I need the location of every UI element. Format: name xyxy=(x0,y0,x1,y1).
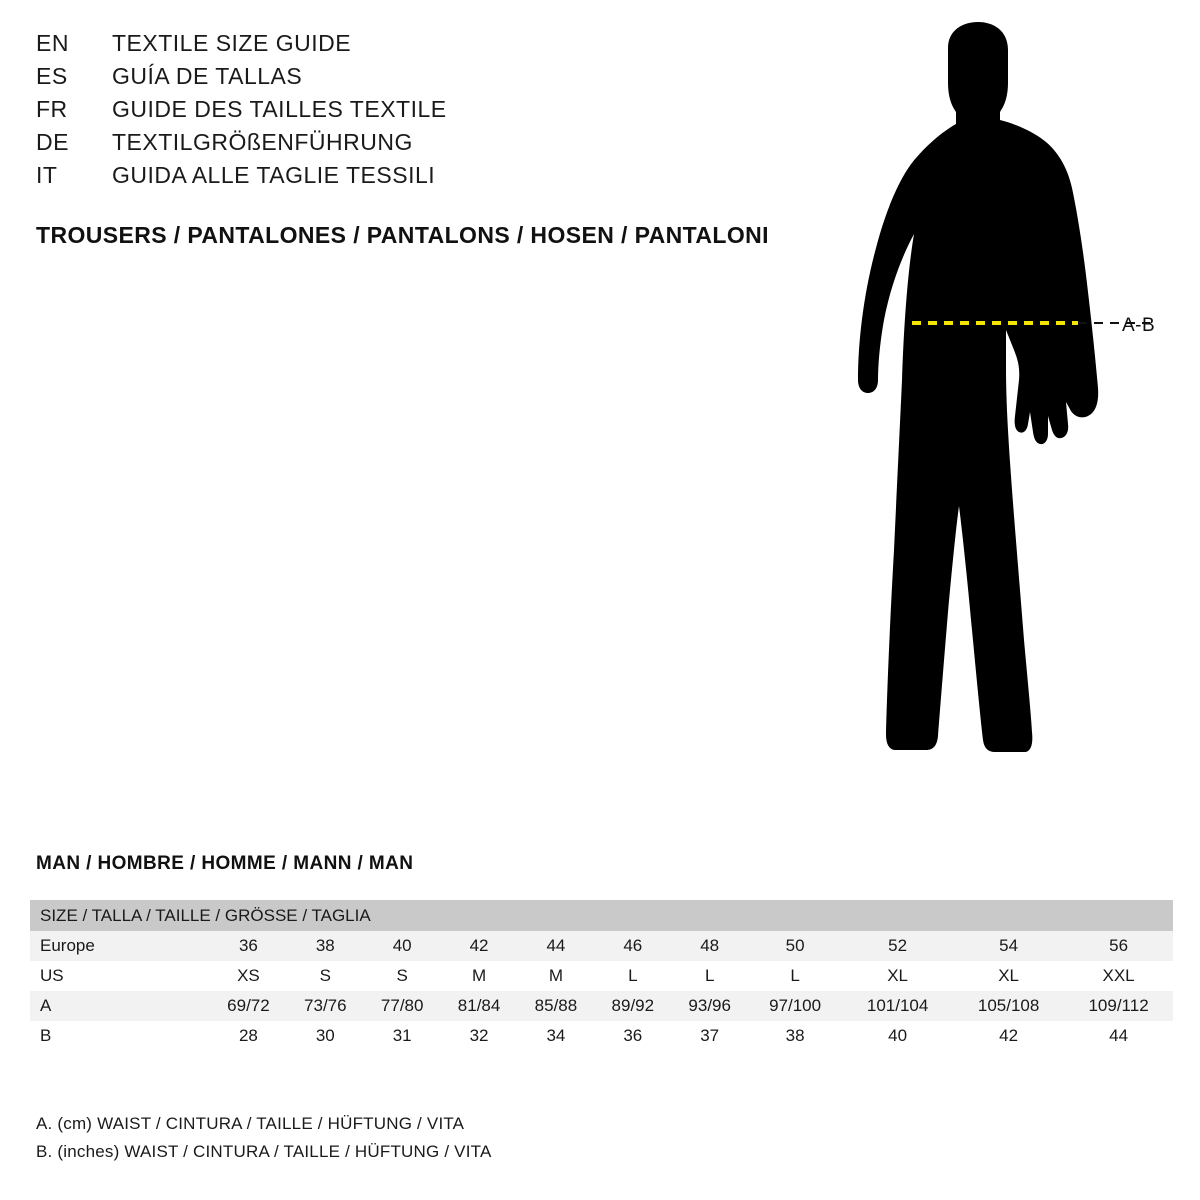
table-row xyxy=(30,991,1173,1021)
language-text: GUIDA ALLE TAGLIE TESSILI xyxy=(112,162,436,188)
table-cell: M xyxy=(441,961,518,991)
table-cell: 93/96 xyxy=(671,991,748,1021)
table-cell: 37 xyxy=(671,1021,748,1051)
table-cell: 30 xyxy=(287,1021,364,1051)
language-text: TEXTILGRÖßENFÜHRUNG xyxy=(112,129,413,155)
garment-type-title: TROUSERS / PANTALONES / PANTALONS / HOSEN / PANTALONI xyxy=(36,222,769,248)
table-cell: 50 xyxy=(748,931,842,961)
table-cell: 28 xyxy=(210,1021,287,1051)
table-cell: 89/92 xyxy=(594,991,671,1021)
language-code: IT xyxy=(36,162,58,188)
language-text: GUÍA DE TALLAS xyxy=(112,63,303,89)
table-cell: 40 xyxy=(364,931,441,961)
table-cell: 36 xyxy=(594,1021,671,1051)
footnote-b: B. (inches) WAIST / CINTURA / TAILLE / HÜFTUNG / VITA xyxy=(36,1142,492,1161)
table-cell: 38 xyxy=(287,931,364,961)
table-cell: S xyxy=(364,961,441,991)
table-cell: S xyxy=(287,961,364,991)
section-title-man: MAN / HOMBRE / HOMME / MANN / MAN xyxy=(36,853,414,874)
table-cell: 77/80 xyxy=(364,991,441,1021)
table-cell: XL xyxy=(953,961,1064,991)
table-cell: 54 xyxy=(953,931,1064,961)
table-cell: XL xyxy=(842,961,953,991)
table-cell: 81/84 xyxy=(441,991,518,1021)
language-row xyxy=(36,30,796,63)
size-table-title: SIZE / TALLA / TAILLE / GRÖSSE / TAGLIA xyxy=(30,900,1173,931)
table-cell: 101/104 xyxy=(842,991,953,1021)
table-row xyxy=(30,1021,1173,1051)
language-text: TEXTILE SIZE GUIDE xyxy=(112,30,352,56)
table-cell: 46 xyxy=(594,931,671,961)
language-code: DE xyxy=(36,129,69,155)
table-cell: 36 xyxy=(210,931,287,961)
male-silhouette-figure xyxy=(820,20,1180,790)
size-table xyxy=(30,900,1173,1051)
footnote-a: A. (cm) WAIST / CINTURA / TAILLE / HÜFTUNG / VITA xyxy=(36,1114,465,1133)
table-cell: 42 xyxy=(953,1021,1064,1051)
table-cell: 44 xyxy=(518,931,595,961)
table-cell: 38 xyxy=(748,1021,842,1051)
table-cell: XXL xyxy=(1064,961,1173,991)
table-cell: 85/88 xyxy=(518,991,595,1021)
language-row xyxy=(36,129,796,162)
table-cell: 34 xyxy=(518,1021,595,1051)
table-cell: 40 xyxy=(842,1021,953,1051)
row-label: US xyxy=(30,961,210,991)
table-cell: 69/72 xyxy=(210,991,287,1021)
table-cell: L xyxy=(594,961,671,991)
table-cell: 97/100 xyxy=(748,991,842,1021)
language-row xyxy=(36,63,796,96)
table-cell: 109/112 xyxy=(1064,991,1173,1021)
table-cell: XS xyxy=(210,961,287,991)
table-cell: 32 xyxy=(441,1021,518,1051)
row-label: A xyxy=(30,991,210,1021)
table-cell: 48 xyxy=(671,931,748,961)
table-cell: M xyxy=(518,961,595,991)
row-label: Europe xyxy=(30,931,210,961)
table-cell: 44 xyxy=(1064,1021,1173,1051)
table-cell: 105/108 xyxy=(953,991,1064,1021)
language-row xyxy=(36,96,796,129)
language-text: GUIDE DES TAILLES TEXTILE xyxy=(112,96,447,122)
row-label: B xyxy=(30,1021,210,1051)
table-row xyxy=(30,931,1173,961)
table-cell: 52 xyxy=(842,931,953,961)
language-title-block xyxy=(36,30,796,195)
size-table-wrapper xyxy=(30,900,1173,1051)
language-code: FR xyxy=(36,96,68,122)
language-row xyxy=(36,162,796,195)
table-cell: 56 xyxy=(1064,931,1173,961)
table-cell: L xyxy=(748,961,842,991)
table-cell: L xyxy=(671,961,748,991)
table-header-row xyxy=(30,900,1173,931)
table-cell: 31 xyxy=(364,1021,441,1051)
language-code: EN xyxy=(36,30,69,56)
language-code: ES xyxy=(36,63,68,89)
measurement-label-ab: A-B xyxy=(1122,315,1156,336)
table-cell: 42 xyxy=(441,931,518,961)
table-cell: 73/76 xyxy=(287,991,364,1021)
footnotes xyxy=(36,1110,492,1166)
table-row xyxy=(30,961,1173,991)
